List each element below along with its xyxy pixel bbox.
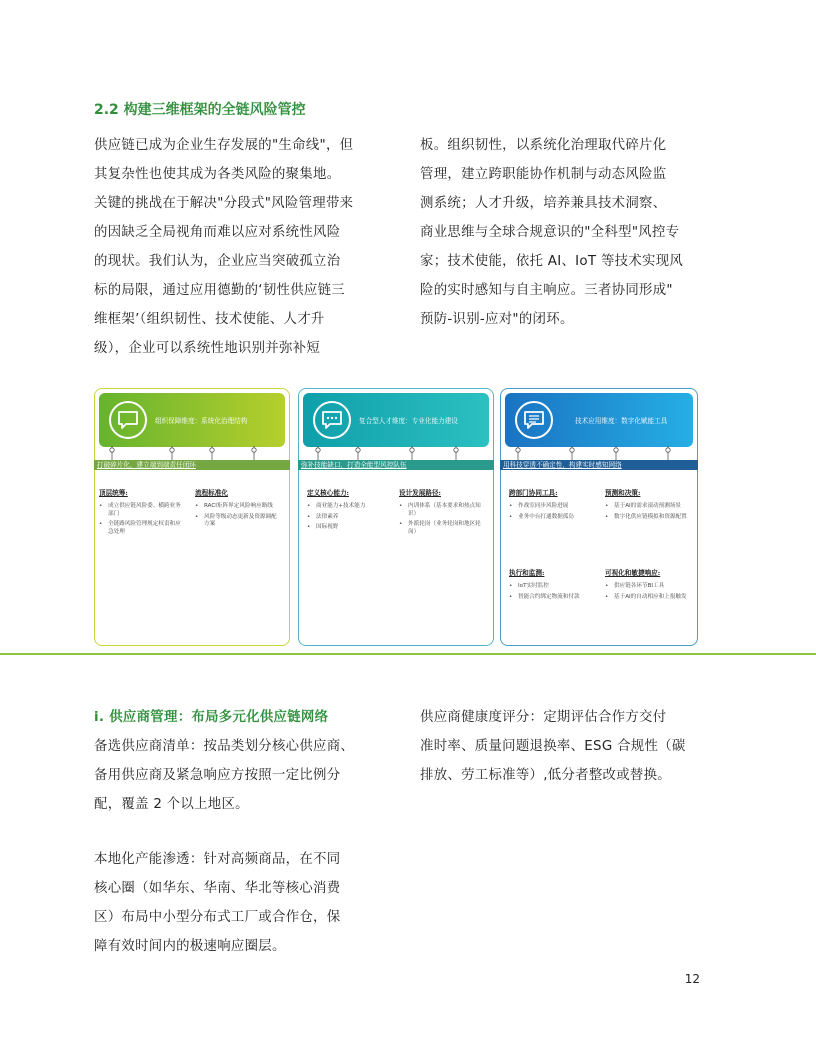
bullet-item: • IoT实时监控 bbox=[509, 583, 595, 591]
resilience-framework-diagram bbox=[94, 388, 700, 646]
body-right-block bbox=[420, 703, 706, 790]
sub-group-title: 设计发展路径: bbox=[399, 489, 441, 497]
connector-pins bbox=[94, 446, 700, 460]
text-line: 板。组织韧性，以系统化治理取代碎片化 bbox=[420, 138, 667, 153]
text-line: 供应链已成为企业生存发展的"生命线"，但 bbox=[94, 138, 354, 153]
bullet-item: • RACI矩阵界定风险响应路线 bbox=[195, 503, 281, 511]
sub-group-title: 定义核心能力: bbox=[307, 489, 349, 497]
bullet-item: • 成立供应链风险委、横跨业务部门 bbox=[99, 503, 185, 518]
panel-strip: 打破碎片化，建立端到端责任闭环 bbox=[94, 460, 290, 470]
bullet-item: • 商业能力+技术能力 bbox=[307, 503, 393, 511]
text-line: 配，覆盖 2 个以上地区。 bbox=[94, 797, 249, 812]
panel-strip: 用科技穿透不确定性，构建实时感知网络 bbox=[500, 460, 698, 470]
sub-heading: i. 供应商管理：布局多元化供应链网络 bbox=[94, 710, 329, 725]
sub-group bbox=[307, 487, 393, 535]
text-line: 的因缺乏全局视角而难以应对系统性风险 bbox=[94, 225, 341, 240]
sub-group bbox=[509, 567, 595, 604]
section-heading: 2.2 构建三维框架的全链风险管控 bbox=[94, 102, 306, 118]
text-line: 预防-识别-应对"的闭环。 bbox=[420, 312, 574, 327]
bullet-item: • 基于AI的需求滚动预测场景 bbox=[605, 503, 691, 511]
sub-group bbox=[509, 487, 595, 524]
panel-header bbox=[505, 393, 693, 447]
panel-talent bbox=[298, 388, 494, 646]
intro-right-column bbox=[420, 131, 704, 334]
text-line: 维框架’（组织韧性、技术使能、人才升 bbox=[94, 312, 325, 327]
text-line: 准时率、质量问题退换率、ESG 合规性（碳 bbox=[420, 739, 686, 754]
bullet-item: • 国际视野 bbox=[307, 524, 393, 532]
section-divider bbox=[0, 653, 816, 655]
text-line: 排放、劳工标准等）,低分者整改或替换。 bbox=[420, 768, 671, 783]
bullet-item: • 智能合约绑定物流和付款 bbox=[509, 594, 595, 602]
text-line: 核心圈（如华东、华南、华北等核心消费 bbox=[94, 881, 341, 896]
sub-group-title: 顶层统筹: bbox=[99, 489, 128, 497]
bullet-item: • 业务中台打通数据孤岛 bbox=[509, 514, 595, 522]
bullet-item: • 数字化供应链模拟和资源配置 bbox=[605, 514, 691, 522]
bullet-item: • 供应链各环节BI工具 bbox=[605, 583, 691, 591]
sub-group-title: 执行和监测: bbox=[509, 569, 545, 577]
text-line: 测系统；人才升级，培养兼具技术洞察、 bbox=[420, 196, 667, 211]
chat-bubble-icon bbox=[109, 401, 147, 439]
sub-group-title: 流程标准化 bbox=[195, 489, 228, 497]
text-line: 供应商健康度评分：定期评估合作方交付 bbox=[420, 710, 667, 725]
panel-header bbox=[99, 393, 285, 447]
bullet-item: • 法律素养 bbox=[307, 514, 393, 522]
text-line: 备选供应商清单：按品类划分核心供应商、 bbox=[94, 739, 355, 754]
panel-title: 组织保障维度：系统化治理结构 bbox=[155, 417, 248, 425]
text-line: 管理，建立跨职能协作机制与动态风险监 bbox=[420, 167, 667, 182]
text-line: 关键的挑战在于解决"分段式"风险管理带来 bbox=[94, 196, 354, 211]
text-line: 级），企业可以系统性地识别并弥补短 bbox=[94, 341, 321, 356]
sub-group bbox=[195, 487, 281, 532]
page-number: 12 bbox=[684, 972, 700, 986]
panel-title: 复合型人才维度：专业化能力建设 bbox=[359, 417, 458, 425]
intro-left-column bbox=[94, 131, 382, 363]
document-list-icon bbox=[515, 401, 553, 439]
panel-technology bbox=[500, 388, 698, 646]
panel-organization bbox=[94, 388, 290, 646]
bullet-item: • 内训体系（基本要求和热点知识） bbox=[399, 503, 485, 518]
sub-group-title: 跨部门协同工具: bbox=[509, 489, 558, 497]
text-line: 障有效时间内的极速响应圈层。 bbox=[94, 939, 286, 954]
body-left-block-1 bbox=[94, 732, 384, 819]
text-line: 家；技术使能，依托 AI、IoT 等技术实现风 bbox=[420, 254, 684, 269]
text-line: 商业思维与全球合规意识的"全科型"风控专 bbox=[420, 225, 680, 240]
sub-group-title: 预测和决策: bbox=[605, 489, 641, 497]
text-line: 区）布局中小型分布式工厂或合作仓，保 bbox=[94, 910, 341, 925]
bullet-item: • 风险等级动态更新及资源调配方案 bbox=[195, 514, 281, 529]
body-left-block-2 bbox=[94, 845, 384, 961]
text-line: 其复杂性也使其成为各类风险的聚集地。 bbox=[94, 167, 341, 182]
text-line: 标的局限，通过应用德勤的‘韧性供应链三 bbox=[94, 283, 345, 298]
panel-header bbox=[303, 393, 489, 447]
panel-title: 技术应用维度：数字化赋能工具 bbox=[575, 417, 668, 425]
sub-group bbox=[99, 487, 185, 539]
chat-dots-icon bbox=[313, 401, 351, 439]
text-line: 备用供应商及紧急响应方按照一定比例分 bbox=[94, 768, 341, 783]
sub-group bbox=[605, 487, 691, 524]
bullet-item: • 全链路风险管理规定权责和应急处理 bbox=[99, 521, 185, 536]
text-line: 的现状。我们认为，企业应当突破孤立治 bbox=[94, 254, 341, 269]
text-line: 本地化产能渗透：针对高频商品，在不同 bbox=[94, 852, 341, 867]
sub-group bbox=[605, 567, 691, 604]
bullet-item: • 作战室同步风险进展 bbox=[509, 503, 595, 511]
text-line: 险的实时感知与自主响应。三者协同形成" bbox=[420, 283, 673, 298]
bullet-item: • 基于AI的自动相应和上报触发 bbox=[605, 594, 691, 602]
sub-group-title: 可视化和敏捷响应: bbox=[605, 569, 661, 577]
bullet-item: • 外派轮岗（业务轮岗和地区轮岗） bbox=[399, 521, 485, 536]
sub-group bbox=[399, 487, 485, 539]
panel-strip: 弥补技能缺口，打造全能型风控队伍 bbox=[298, 460, 494, 470]
